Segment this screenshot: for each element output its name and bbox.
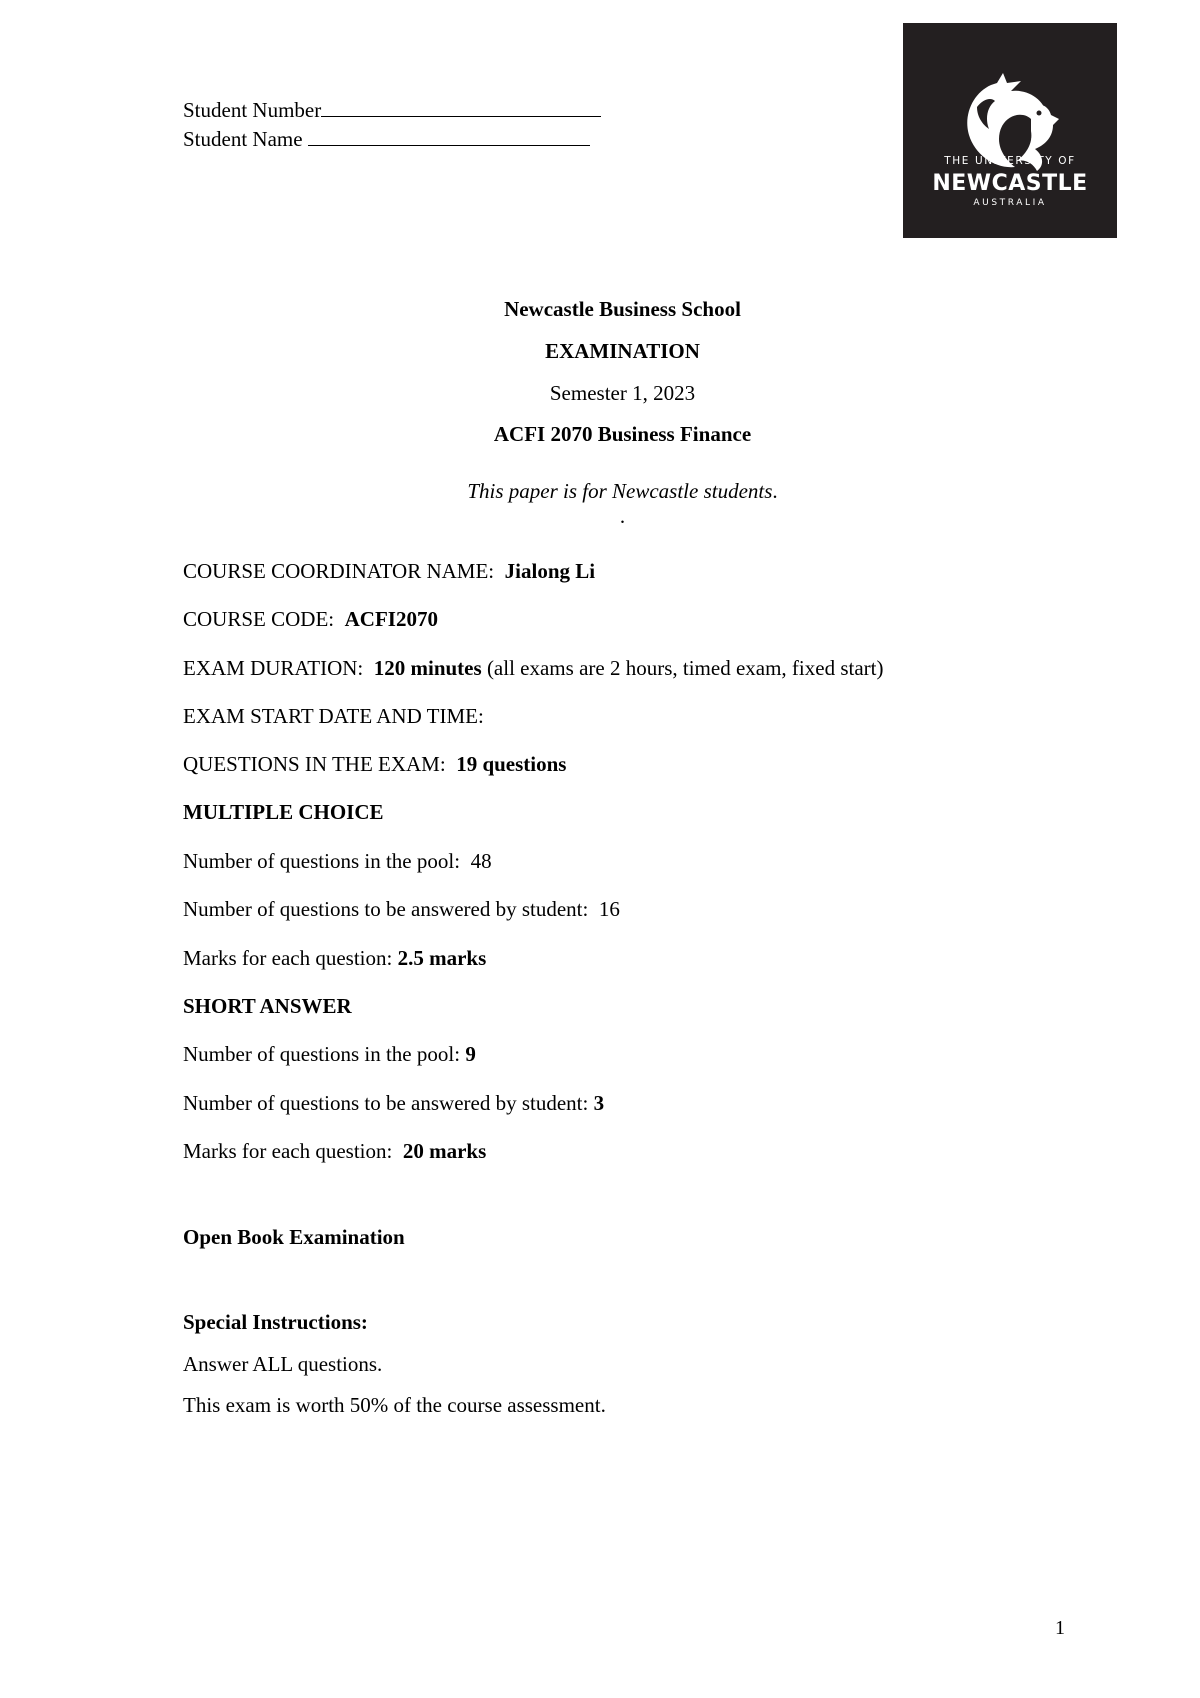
coordinator-line: [183, 559, 595, 584]
university-logo: [903, 23, 1117, 238]
exam-start-line: [183, 704, 484, 729]
questions-count-value: 19 questions: [456, 752, 567, 776]
mc-answered-value: 16: [598, 897, 620, 921]
questions-count-line: [183, 752, 566, 777]
audience-text: This paper is for Newcastle students: [467, 479, 773, 503]
instruction-line-1: Answer ALL questions.: [183, 1352, 383, 1376]
sa-answered-label: Number of questions to be answered by student:: [183, 1091, 589, 1115]
exam-start-label: EXAM START DATE AND TIME:: [183, 704, 484, 728]
coordinator-label: COURSE COORDINATOR NAME:: [183, 559, 495, 583]
questions-count-label: QUESTIONS IN THE EXAM:: [183, 752, 446, 776]
sa-answered-value: 3: [593, 1091, 605, 1115]
audience-period: .: [772, 479, 778, 503]
mc-answered-line: [183, 897, 620, 922]
course-code-value: ACFI2070: [344, 607, 438, 631]
multiple-choice-heading: MULTIPLE CHOICE: [183, 800, 384, 824]
course-code-label: COURSE CODE:: [183, 607, 335, 631]
short-answer-heading: SHORT ANSWER: [183, 994, 352, 1018]
sa-marks-label: Marks for each question:: [183, 1139, 393, 1163]
student-name-label: Student Name: [183, 127, 303, 151]
sa-answered-line: [183, 1091, 604, 1116]
logo-line2: NEWCASTLE: [932, 171, 1088, 196]
course-title: ACFI 2070 Business Finance: [493, 422, 752, 446]
student-name-field: [183, 127, 590, 152]
special-instructions-heading: Special Instructions:: [183, 1310, 368, 1334]
audience-note: [0, 479, 1200, 504]
sa-pool-line: [183, 1042, 476, 1067]
logo-line1: THE UNIVERSITY OF: [944, 155, 1076, 167]
open-book-heading: Open Book Examination: [183, 1225, 405, 1249]
exam-duration-note: (all exams are 2 hours, timed exam, fixed start): [486, 656, 884, 680]
seahorse-crest-icon: [903, 23, 1117, 238]
exam-duration-value: 120 minutes: [373, 656, 482, 680]
mc-pool-label: Number of questions in the pool:: [183, 849, 461, 873]
sa-pool-label: Number of questions in the pool:: [183, 1042, 461, 1066]
logo-line3: AUSTRALIA: [973, 198, 1047, 208]
exam-type-heading: EXAMINATION: [545, 339, 700, 363]
school-name: Newcastle Business School: [504, 297, 741, 321]
exam-duration-line: [183, 656, 883, 681]
mc-marks-label: Marks for each question:: [183, 946, 393, 970]
exam-duration-label: EXAM DURATION:: [183, 656, 364, 680]
student-number-blank[interactable]: [321, 98, 601, 117]
semester-text: Semester 1, 2023: [549, 381, 696, 405]
sa-pool-value: 9: [465, 1042, 476, 1066]
sa-marks-line: [183, 1139, 486, 1164]
sa-marks-value: 20 marks: [402, 1139, 487, 1163]
page-number: 1: [1055, 1617, 1065, 1639]
mc-marks-line: [183, 946, 486, 971]
student-name-blank[interactable]: [308, 127, 590, 146]
student-number-label: Student Number: [183, 98, 322, 122]
mc-pool-line: [183, 849, 492, 874]
mc-pool-value: 48: [470, 849, 492, 873]
coordinator-value: Jialong Li: [504, 559, 596, 583]
student-number-field: [183, 98, 601, 123]
instruction-line-2: This exam is worth 50% of the course assessment.: [183, 1393, 606, 1417]
mc-marks-value: 2.5 marks: [397, 946, 487, 970]
course-code-line: [183, 607, 438, 632]
mc-answered-label: Number of questions to be answered by student:: [183, 897, 589, 921]
separator-dot: .: [619, 504, 626, 528]
